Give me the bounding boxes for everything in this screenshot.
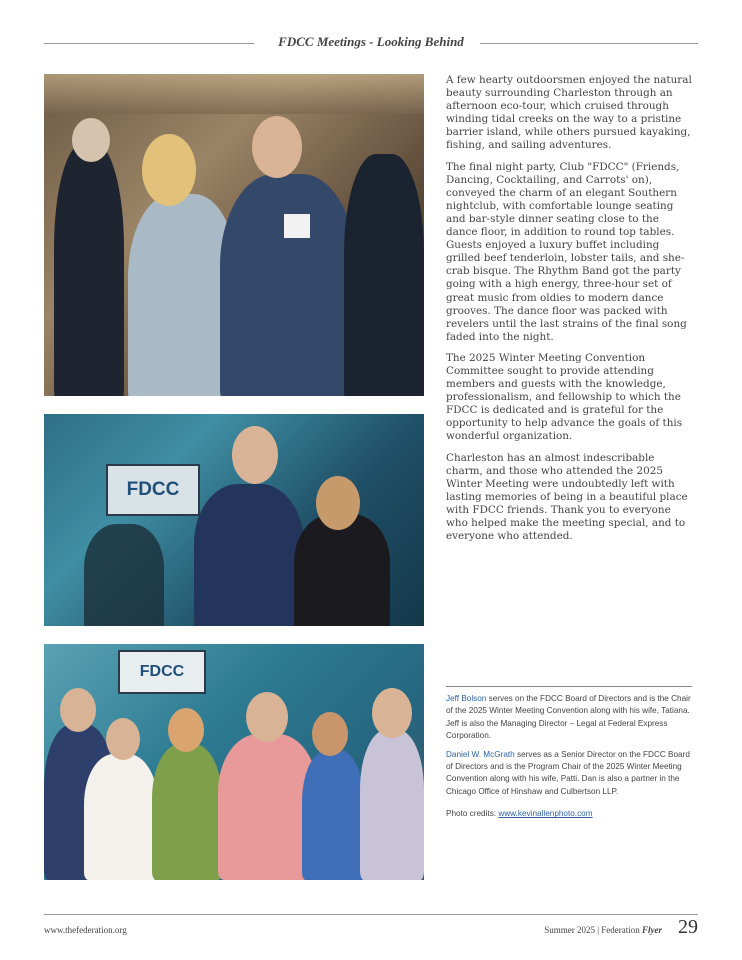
group-member-head: [168, 708, 204, 752]
man-head: [252, 116, 302, 178]
group-member-head: [246, 692, 288, 742]
page-header: [44, 34, 698, 54]
group-member-head: [106, 718, 140, 760]
man-dancing: [220, 174, 356, 396]
author-notes: [446, 686, 692, 821]
man-posing: [194, 484, 304, 626]
group-member: [302, 750, 364, 880]
article-text-column: [446, 74, 692, 551]
fdcc-sign: FDCC: [106, 464, 200, 516]
photo-credit-link[interactable]: www.kevinallenphoto.com: [498, 809, 593, 819]
name-badge: [284, 214, 310, 238]
photo-group-of-six: [44, 644, 424, 880]
group-member: [84, 754, 158, 880]
photo-credit-label: Photo credits:: [446, 809, 499, 819]
paragraph-final-night: The final night party, Club "FDCC" (Friends, Dancing, Cocktailing, and Carrots' on), conveyed the charm of an elegant Southern nightclub, with comfortable lounge seating and bar-style dinner seating close to the dance floor, in addition to round top tables. Guests enjoyed a luxury buffet including grilled beef tenderloin, lobster tails, and she-crab bisque. The Rhythm Band got the party going with a high energy, three-hour set of great music from oldies to modern dance grooves. The dance floor was packed with revelers until the last strains of the final song faded into the night.: [446, 160, 687, 343]
photo-dancing-couple: [44, 74, 424, 396]
group-member-head: [372, 688, 412, 738]
guest-figure: [344, 154, 424, 396]
header-rule-right: [480, 43, 698, 44]
author-note: [446, 749, 692, 799]
woman-head: [142, 134, 196, 206]
group-member-head: [312, 712, 348, 756]
photo-couple-with-sign: [44, 414, 424, 626]
author-note: [446, 693, 692, 743]
woman-head: [316, 476, 360, 530]
author-bio: serves as a Senior Director on the FDCC Board of Directors and is the Program Chair of the 2025 Winter Meeting Convention along with his wife, Patti. Dan is also a partner in the Chicago Office of Hinshaw and Culbertson LLP.: [446, 749, 690, 796]
author-name[interactable]: Jeff Bolson: [446, 694, 487, 703]
author-bio: serves on the FDCC Board of Directors and is the Chair of the 2025 Winter Meeting Convention along with his wife, Tatiana. Jeff is also the Managing Director – Legal at Federal Express Corporation.: [446, 694, 691, 741]
woman-posing: [294, 514, 390, 626]
diver-silhouette: [84, 524, 164, 626]
photo-credit: [446, 808, 692, 820]
paragraph-committee: The 2025 Winter Meeting Convention Committee sought to provide attending members and guests with the knowledge, professionalism, and fellowship to which the FDCC is dedicated and is grateful for the opportunity to help advance the goals of this wonderful organization.: [446, 351, 683, 443]
footer-issue-text: Summer 2025 | Federation: [544, 925, 642, 935]
group-member: [360, 730, 424, 880]
man-head: [232, 426, 278, 484]
page-footer: [44, 914, 698, 938]
group-member-head: [60, 688, 96, 732]
footer-issue-magazine: Flyer: [642, 925, 662, 935]
group-member: [152, 744, 222, 880]
header-title: FDCC Meetings - Looking Behind: [278, 34, 464, 49]
guest-head: [72, 118, 110, 162]
guest-figure: [54, 144, 124, 396]
paragraph-eco-tour: A few hearty outdoorsmen enjoyed the natural beauty surrounding Charleston through an afternoon eco-tour, which cruised through winding tidal creeks on the way to a pristine barrier island, while others pursued kayaking, fishing, and sailing adventures.: [446, 74, 692, 152]
fdcc-sign: FDCC: [118, 650, 206, 694]
page-number: 29: [678, 916, 698, 938]
author-name[interactable]: Daniel W. McGrath: [446, 749, 515, 759]
footer-issue: [544, 925, 662, 935]
paragraph-charleston: Charleston has an almost indescribable charm, and those who attended the 2025 Winter Meeting were undoubtedly left with lasting memories of being in a beautiful place with FDCC friends. Thank you to everyone who helped make the meeting special, and to everyone who attended.: [446, 451, 688, 543]
footer-website[interactable]: www.thefederation.org: [44, 925, 127, 935]
